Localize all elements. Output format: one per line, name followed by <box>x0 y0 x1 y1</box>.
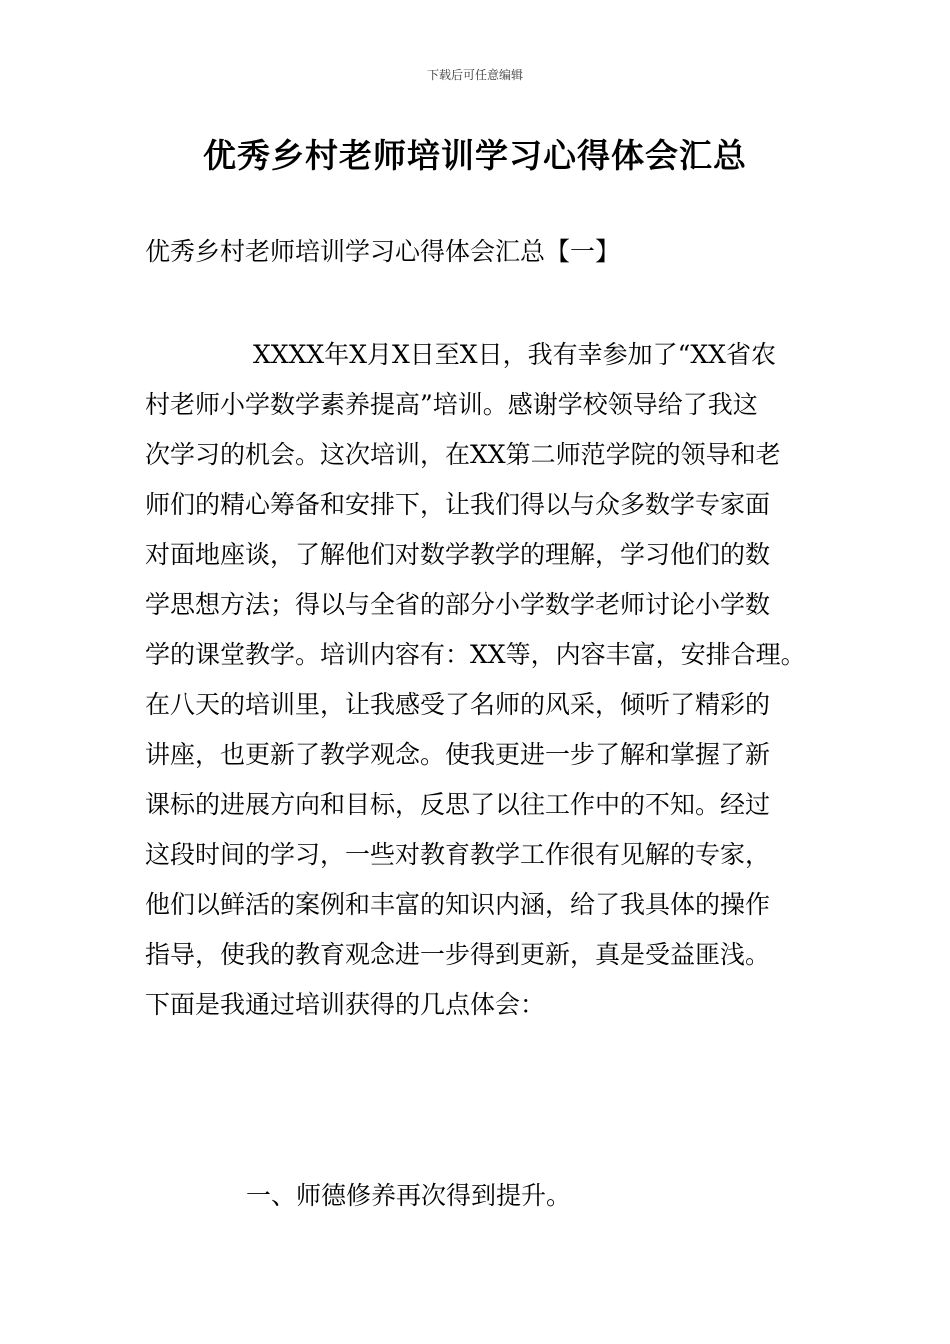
paragraph-line: 讲座，也更新了教学观念。使我更进一步了解和掌握了新 <box>145 740 771 769</box>
header-note: 下载后可任意编辑 <box>426 68 523 82</box>
section-title: 优秀乡村老师培训学习心得体会汇总【一】 <box>145 237 621 266</box>
paragraph-line: 他们以鲜活的案例和丰富的知识内涵，给了我具体的操作 <box>145 890 771 919</box>
paragraph-line: 学的课堂教学。培训内容有：XX等，内容丰富，安排合理。 <box>145 640 806 669</box>
paragraph-line: 在八天的培训里，让我感受了名师的风采，倾听了精彩的 <box>145 690 771 719</box>
paragraph-line: 对面地座谈，了解他们对数学教学的理解，学习他们的数 <box>145 540 771 569</box>
paragraph-line: XXXX年X月X日至X日，我有幸参加了“XX省农 <box>253 340 776 369</box>
paragraph-line: 次学习的机会。这次培训，在XX第二师范学院的领导和老 <box>145 440 781 469</box>
paragraph-line: 学思想方法；得以与全省的部分小学数学老师讨论小学数 <box>145 590 771 619</box>
document-title: 优秀乡村老师培训学习心得体会汇总 <box>203 136 747 175</box>
subheading: 一、师德修养再次得到提升。 <box>246 1181 572 1210</box>
paragraph-line: 课标的进展方向和目标，反思了以往工作中的不知。经过 <box>145 790 771 819</box>
paragraph-line: 下面是我通过培训获得的几点体会： <box>145 990 546 1019</box>
paragraph-line: 这段时间的学习，一些对教育教学工作很有见解的专家， <box>145 840 771 869</box>
paragraph-line: 村老师小学数学素养提高”培训。感谢学校领导给了我这 <box>145 390 758 419</box>
paragraph-line: 指导，使我的教育观念进一步得到更新，真是受益匪浅。 <box>145 940 771 969</box>
body-paragraph <box>145 330 845 1030</box>
paragraph-line: 师们的精心筹备和安排下，让我们得以与众多数学专家面 <box>145 490 771 519</box>
